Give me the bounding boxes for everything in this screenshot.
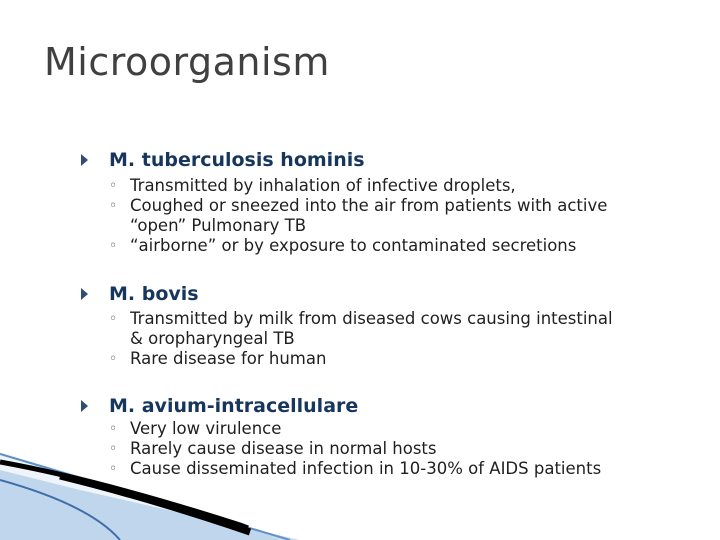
sub-list	[109, 419, 601, 479]
list-item: ◦ Transmitted by inhalation of infective droplets,	[109, 176, 516, 195]
triangle-bullet-icon	[81, 154, 88, 166]
list-item: ◦ “airborne” or by exposure to contaminated secretions	[109, 236, 577, 255]
list-item: ◦ Transmitted by milk from diseased cows causing intestinal & oropharyngeal TB	[109, 309, 613, 348]
circle-bullet-icon: ◦	[109, 351, 118, 367]
section-heading	[88, 394, 580, 418]
list-item: ◦ Cause disseminated infection in 10-30% of AIDS patients	[109, 459, 602, 478]
heading-text: M. bovis	[109, 283, 199, 305]
sub-list	[109, 309, 613, 369]
slide-title: Microorganism	[44, 40, 330, 84]
circle-bullet-icon: ◦	[109, 178, 118, 194]
circle-bullet-icon: ◦	[109, 311, 118, 327]
circle-bullet-icon: ◦	[109, 461, 118, 477]
circle-bullet-icon: ◦	[109, 198, 118, 214]
list-item: ◦ Rarely cause disease in normal hosts	[109, 439, 437, 458]
circle-bullet-icon: ◦	[109, 238, 118, 254]
section-bovis	[88, 282, 613, 369]
section-heading	[88, 148, 586, 172]
section-heading	[88, 282, 592, 306]
triangle-bullet-icon	[81, 400, 88, 412]
section-avium-intracellulare	[88, 394, 602, 479]
list-item: ◦ Coughed or sneezed into the air from patients with active “open” Pulmonary TB	[109, 196, 608, 235]
triangle-bullet-icon	[81, 288, 88, 300]
circle-bullet-icon: ◦	[109, 441, 118, 457]
sub-list	[109, 176, 607, 256]
heading-text: M. avium-intracellulare	[109, 395, 359, 417]
heading-text: M. tuberculosis hominis	[109, 149, 365, 171]
list-item: ◦ Rare disease for human	[109, 349, 327, 368]
section-tuberculosis-hominis	[88, 148, 608, 256]
circle-bullet-icon: ◦	[109, 421, 118, 437]
list-item: ◦ Very low virulence	[109, 419, 282, 438]
